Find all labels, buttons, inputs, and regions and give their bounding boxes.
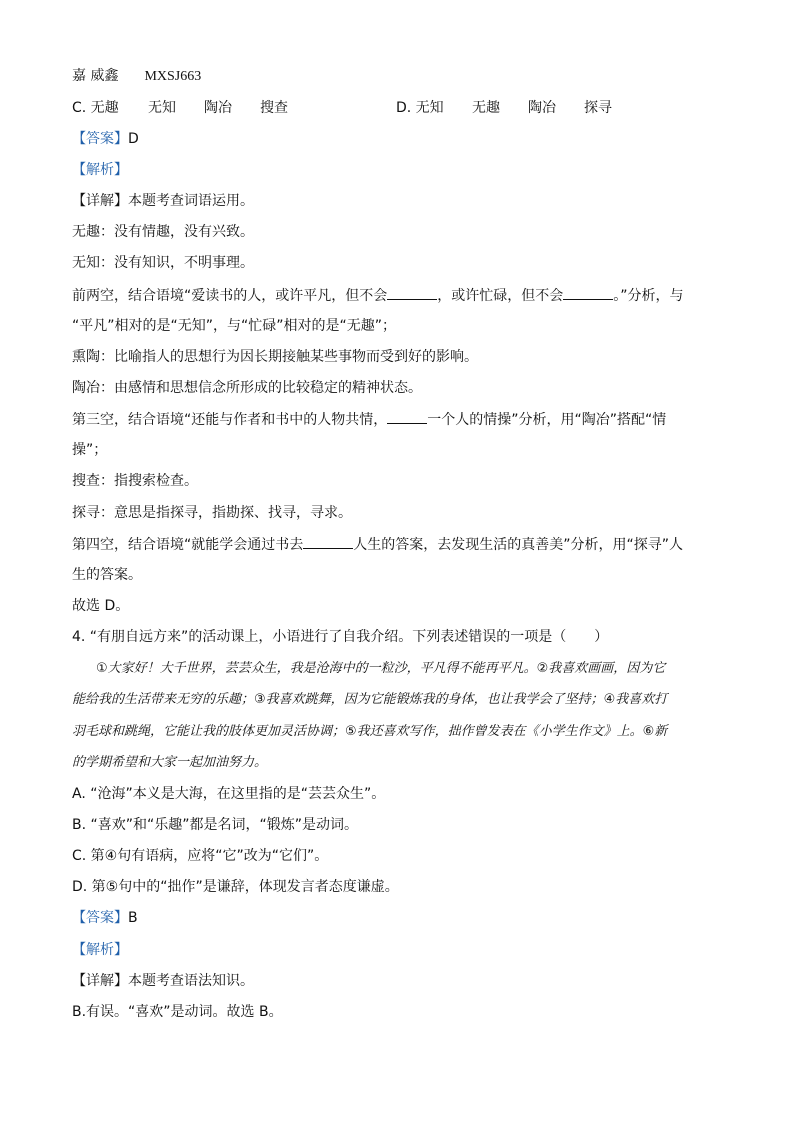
option-c [72,98,288,118]
option-c-word: 搜查 [260,100,288,116]
option-d-label: D. 无知 [396,100,444,116]
q4-passage-line: 能给我的生活带来无穷的乐趣；③我喜欢跳舞，因为它能锻炼我的身体，也让我学会了坚持；④我喜欢打 [72,692,668,707]
blank-line [563,285,613,300]
text: 一个人的情操”分析，用“陶冶”搭配“情 [427,412,667,428]
q4-option-b: B. “喜欢”和“乐趣”都是名词，“锻炼”是动词。 [72,817,359,833]
blank4-analysis-cont: 生的答案。 [72,567,142,583]
option-d-word: 探寻 [584,100,612,116]
q4-passage-line: 的学期希望和大家一起加油努力。 [72,755,268,770]
option-d-word: 陶冶 [528,100,556,116]
answer-value: D [128,131,139,147]
answer-tag: 【答案】 [72,131,128,147]
blank1-analysis-cont: “平凡”相对的是“无知”，与“忙碌”相对的是“无趣”； [72,318,397,334]
q4-answer [72,908,138,928]
blank3-analysis-cont: 操”； [72,442,108,458]
q4-final: B.有误。“喜欢”是动词。故选 B。 [72,1004,283,1020]
option-c-word: 无知 [148,100,176,116]
answer-tag: 【答案】 [72,910,128,926]
detail-text: 本题考查词语运用。 [128,193,254,209]
analysis-tag: 【解析】 [72,162,128,178]
text: 前两空，结合语境“爱读书的人，或许平凡，但不会 [72,288,388,304]
blank-line [303,534,353,549]
text: 第四空，结合语境“就能学会通过书去 [72,537,304,553]
text: ，或许忙碌，但不会 [437,288,564,304]
blank-line [387,409,427,424]
detail-tag: 【详解】 [72,193,128,209]
definition-souchá: 搜查：指搜索检查。 [72,473,198,489]
q4-passage-line: 羽毛球和跳绳，它能让我的肢体更加灵活协调；⑤我还喜欢写作，拙作曾发表在《小学生作文》上。⑥新 [72,724,668,739]
blank1-analysis [72,285,684,306]
option-c-label: C. 无趣 [72,100,119,116]
q4-passage-line: ①大家好！大千世界，芸芸众生，我是沧海中的一粒沙，平凡得不能再平凡。②我喜欢画画，因为它 [96,661,666,676]
blank-line [387,285,437,300]
option-d [396,98,612,118]
watermark-name: 嘉 威鑫 [72,68,119,84]
definition-taoye: 陶冶：由感情和思想信念所形成的比较稳定的精神状态。 [72,380,422,396]
option-c-word: 陶冶 [204,100,232,116]
definition-xuntao: 熏陶：比喻指人的思想行为因长期接触某些事物而受到好的影响。 [72,349,478,365]
q4-option-d: D. 第⑤句中的“拙作”是谦辞，体现发言者态度谦虚。 [72,879,399,895]
q4-detail [72,971,254,991]
definition-wuqu: 无趣：没有情趣，没有兴致。 [72,224,254,240]
q3-conclusion: 故选 D。 [72,598,130,614]
option-d-word: 无趣 [472,100,500,116]
definition-wuzhi: 无知：没有知识，不明事理。 [72,255,254,271]
detail-tag: 【详解】 [72,973,128,989]
blank3-analysis [72,409,666,430]
answer-value: B [128,910,138,926]
definition-tanxun: 探寻：意思是指探寻，指勘探、找寻，寻求。 [72,505,352,521]
detail-text: 本题考查语法知识。 [128,973,254,989]
watermark-code: MXSJ663 [144,69,202,84]
q4-option-c: C. 第④句有语病，应将“它”改为“它们”。 [72,848,329,864]
blank4-analysis [72,534,683,555]
q4-option-a: A. “沧海”本义是大海，在这里指的是“芸芸众生”。 [72,786,386,802]
text: 。”分析，与 [613,288,684,304]
q3-analysis-heading [72,160,128,180]
watermark [72,66,201,87]
q4-stem: 4. “有朋自远方来”的活动课上，小语进行了自我介绍。下列表述错误的一项是（ ） [72,629,609,645]
q3-detail [72,191,254,211]
text: 人生的答案，去发现生活的真善美”分析，用“探寻”人 [353,537,684,553]
q4-analysis-heading [72,940,128,960]
q3-answer [72,129,139,149]
text: 第三空，结合语境“还能与作者和书中的人物共情， [72,412,388,428]
analysis-tag: 【解析】 [72,942,128,958]
